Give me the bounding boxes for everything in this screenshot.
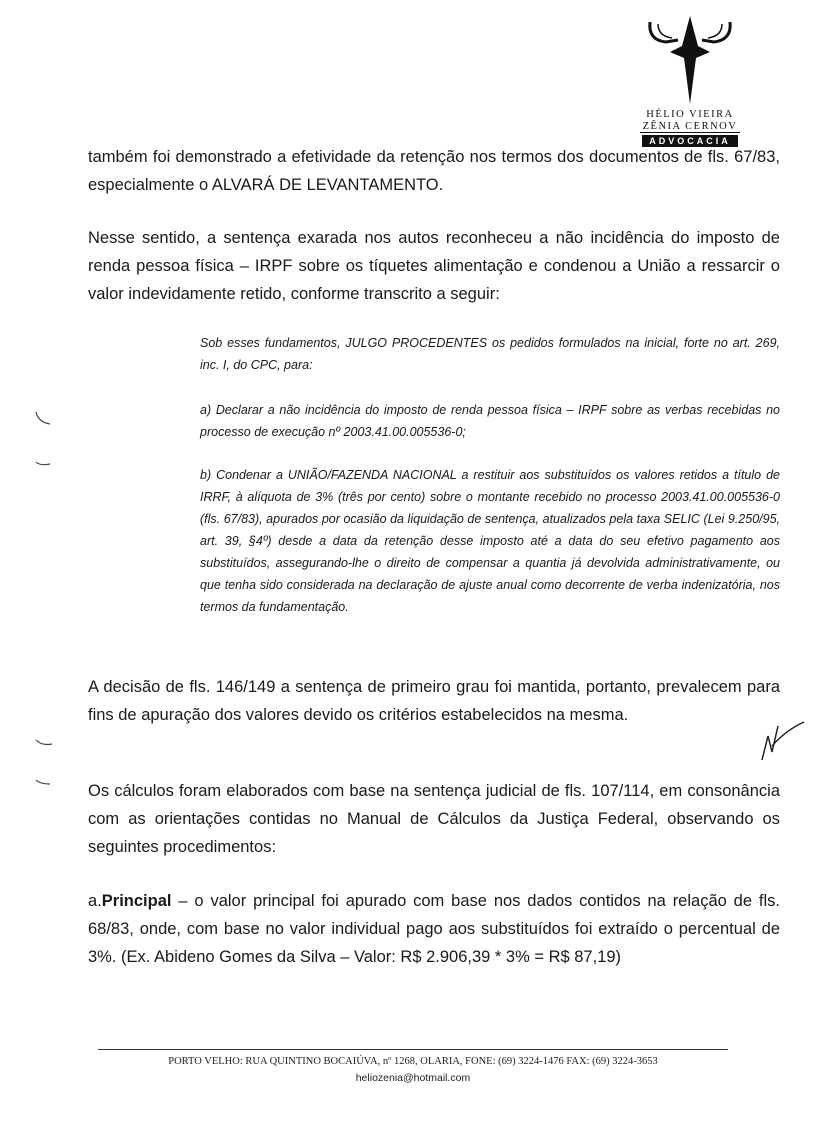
footer-divider	[98, 1049, 728, 1050]
logo-name-line2: ZÊNIA CERNOV	[640, 121, 740, 133]
logo-name-line1: HÉLIO VIEIRA	[646, 109, 734, 120]
quote-item-a: a) Declarar a não incidência do imposto de renda pessoa física – IRPF sobre as verbas recebidas no processo de execução nº 2003.41.00.005536-0;	[200, 403, 780, 439]
item-principal	[88, 887, 780, 971]
paragraph-decision	[88, 673, 780, 729]
paragraph-sentence-text: Nesse sentido, a sentença exarada nos autos reconheceu a não incidência do imposto de renda pessoa física – IRPF sobre os tíquetes alimentação e condenou a União a ressarcir o valor indevidamente retido, conforme transcrito a seguir:	[88, 229, 780, 303]
footer-address: PORTO VELHO: RUA QUINTINO BOCAIÚVA, nº 1268, OLARIA, FONE: (69) 3224-1476 FAX: (69) 3224-3653	[168, 1056, 658, 1067]
star-emblem-icon	[644, 12, 736, 108]
logo-firm-label: ADVOCACIA	[642, 135, 738, 147]
footer-email: heliozenia@hotmail.com	[355, 1072, 471, 1084]
paragraph-calculations	[88, 777, 780, 861]
item-principal-title: Principal	[101, 892, 172, 910]
item-principal-text: – o valor principal foi apurado com base nos dados contidos na relação de fls. 68/83, onde, com base no valor individual pago aos substituídos foi extraído o percentual de 3%. (Ex. Abideno Gomes da Silva – Valor: R$ 2.906,39 * 3% = R$ 87,19)	[88, 892, 780, 966]
quote-intro: Sob esses fundamentos, JULGO PROCEDENTES os pedidos formulados na inicial, forte no art. 269, inc. I, do CPC, para:	[200, 336, 780, 372]
item-principal-marker: a.	[88, 892, 102, 910]
paragraph-calculations-text: Os cálculos foram elaborados com base na sentença judicial de fls. 107/114, em consonância com as orientações contidas no Manual de Cálculos da Justiça Federal, observando os seguintes procedimentos:	[88, 782, 780, 856]
paragraph-sentence	[88, 224, 780, 308]
handwritten-initials-icon	[756, 716, 806, 764]
paragraph-decision-text: A decisão de fls. 146/149 a sentença de primeiro grau foi mantida, portanto, prevalecem para fins de apuração dos valores devido os critérios estabelecidos na mesma.	[88, 678, 780, 724]
firm-logo	[638, 12, 742, 146]
paragraph-continuation: também foi demonstrado a efetividade da retenção nos termos dos documentos de fls. 67/83, especialmente o ALVARÁ DE LEVANTAMENTO.	[88, 148, 780, 194]
margin-marks-icon	[34, 412, 54, 812]
quote-item-b: b) Condenar a UNIÃO/FAZENDA NACIONAL a restituir aos substituídos os valores retidos a título de IRRF, à alíquota de 3% (três por cento) sobre o montante recebido no processo 2003.41.00.005536-0 (fls. 67/83), apurados por ocasião da liquidação de sentença, atualizados pela taxa SELIC (Lei 9.250/95, art. 39, §4º) desde a data da retenção desse imposto até a data do seu efetivo pagamento aos substituídos, assegurando-lhe o direito de compensar a quantia já devolvida administrativamente, ou que tenha sido considerada na declaração de ajuste anual como decorrente de verba indenizatória, nos termos da fundamentação.	[200, 468, 780, 614]
